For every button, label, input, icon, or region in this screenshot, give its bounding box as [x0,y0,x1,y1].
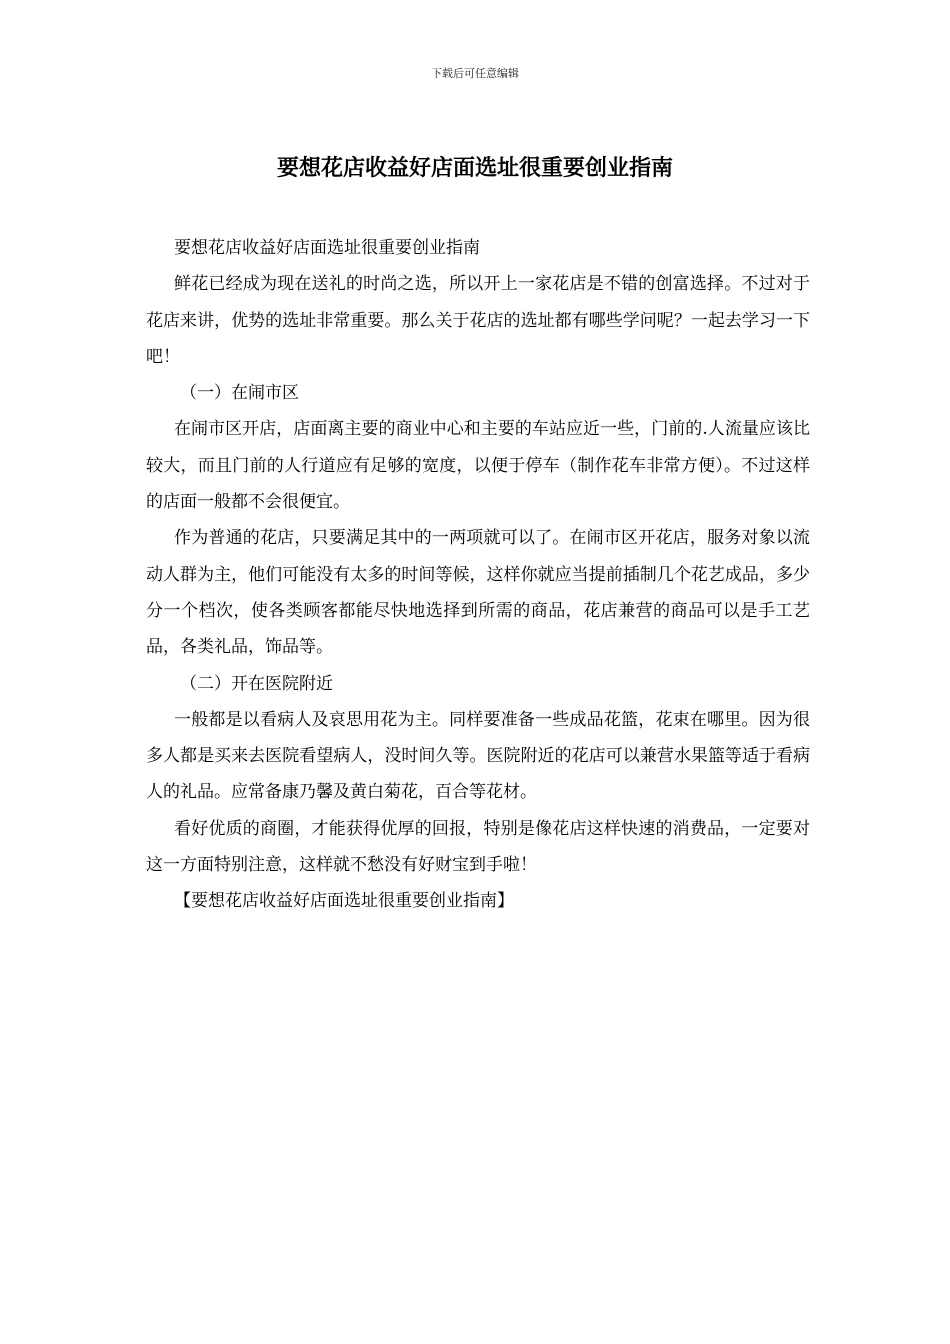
header-note: 下载后可任意编辑 [431,67,519,80]
paragraph-downtown-service: 作为普通的花店，只要满足其中的一两项就可以了。在闹市区开花店，服务对象以流动人群为主，他们可能没有太多的时间等候，这样你就应当提前插制几个花艺成品，多少分一个档次，使各类顾客都能尽快地选择到所需的商品，花店兼营的商品可以是手工艺品，各类礼品，饰品等。 [146,528,810,658]
document-body [146,230,810,920]
paragraph-intro: 鲜花已经成为现在送礼的时尚之选，所以开上一家花店是不错的创富选择。不过对于花店来讲，优势的选址非常重要。那么关于花店的选址都有哪些学问呢？一起去学习一下吧！ [146,274,810,367]
document-title: 要想花店收益好店面选址很重要创业指南 [276,155,673,181]
section-heading-hospital: （二）开在医院附近 [180,673,333,694]
paragraph-closing-title: 【要想花店收益好店面选址很重要创业指南】 [174,891,514,912]
paragraph-downtown-location: 在闹市区开店，店面离主要的商业中心和主要的车站应近一些，门前的.人流量应该比较大，而且门前的人行道应有足够的宽度，以便于停车（制作花车非常方便）。不过这样的店面一般都不会很便宜。 [146,419,810,513]
paragraph-hospital: 一般都是以看病人及哀思用花为主。同样要准备一些成品花篮，花束在哪里。因为很多人都是买来去医院看望病人，没时间久等。医院附近的花店可以兼营水果篮等适于看病人的礼品。应常备康乃馨及黄白菊花，百合等花材。 [146,709,810,803]
paragraph-repeated-title: 要想花店收益好店面选址很重要创业指南 [174,238,480,258]
paragraph-conclusion: 看好优质的商圈，才能获得优厚的回报，特别是像花店这样快速的消费品，一定要对这一方面特别注意，这样就不愁没有好财宝到手啦！ [146,818,810,876]
section-heading-downtown: （一）在闹市区 [180,383,299,404]
